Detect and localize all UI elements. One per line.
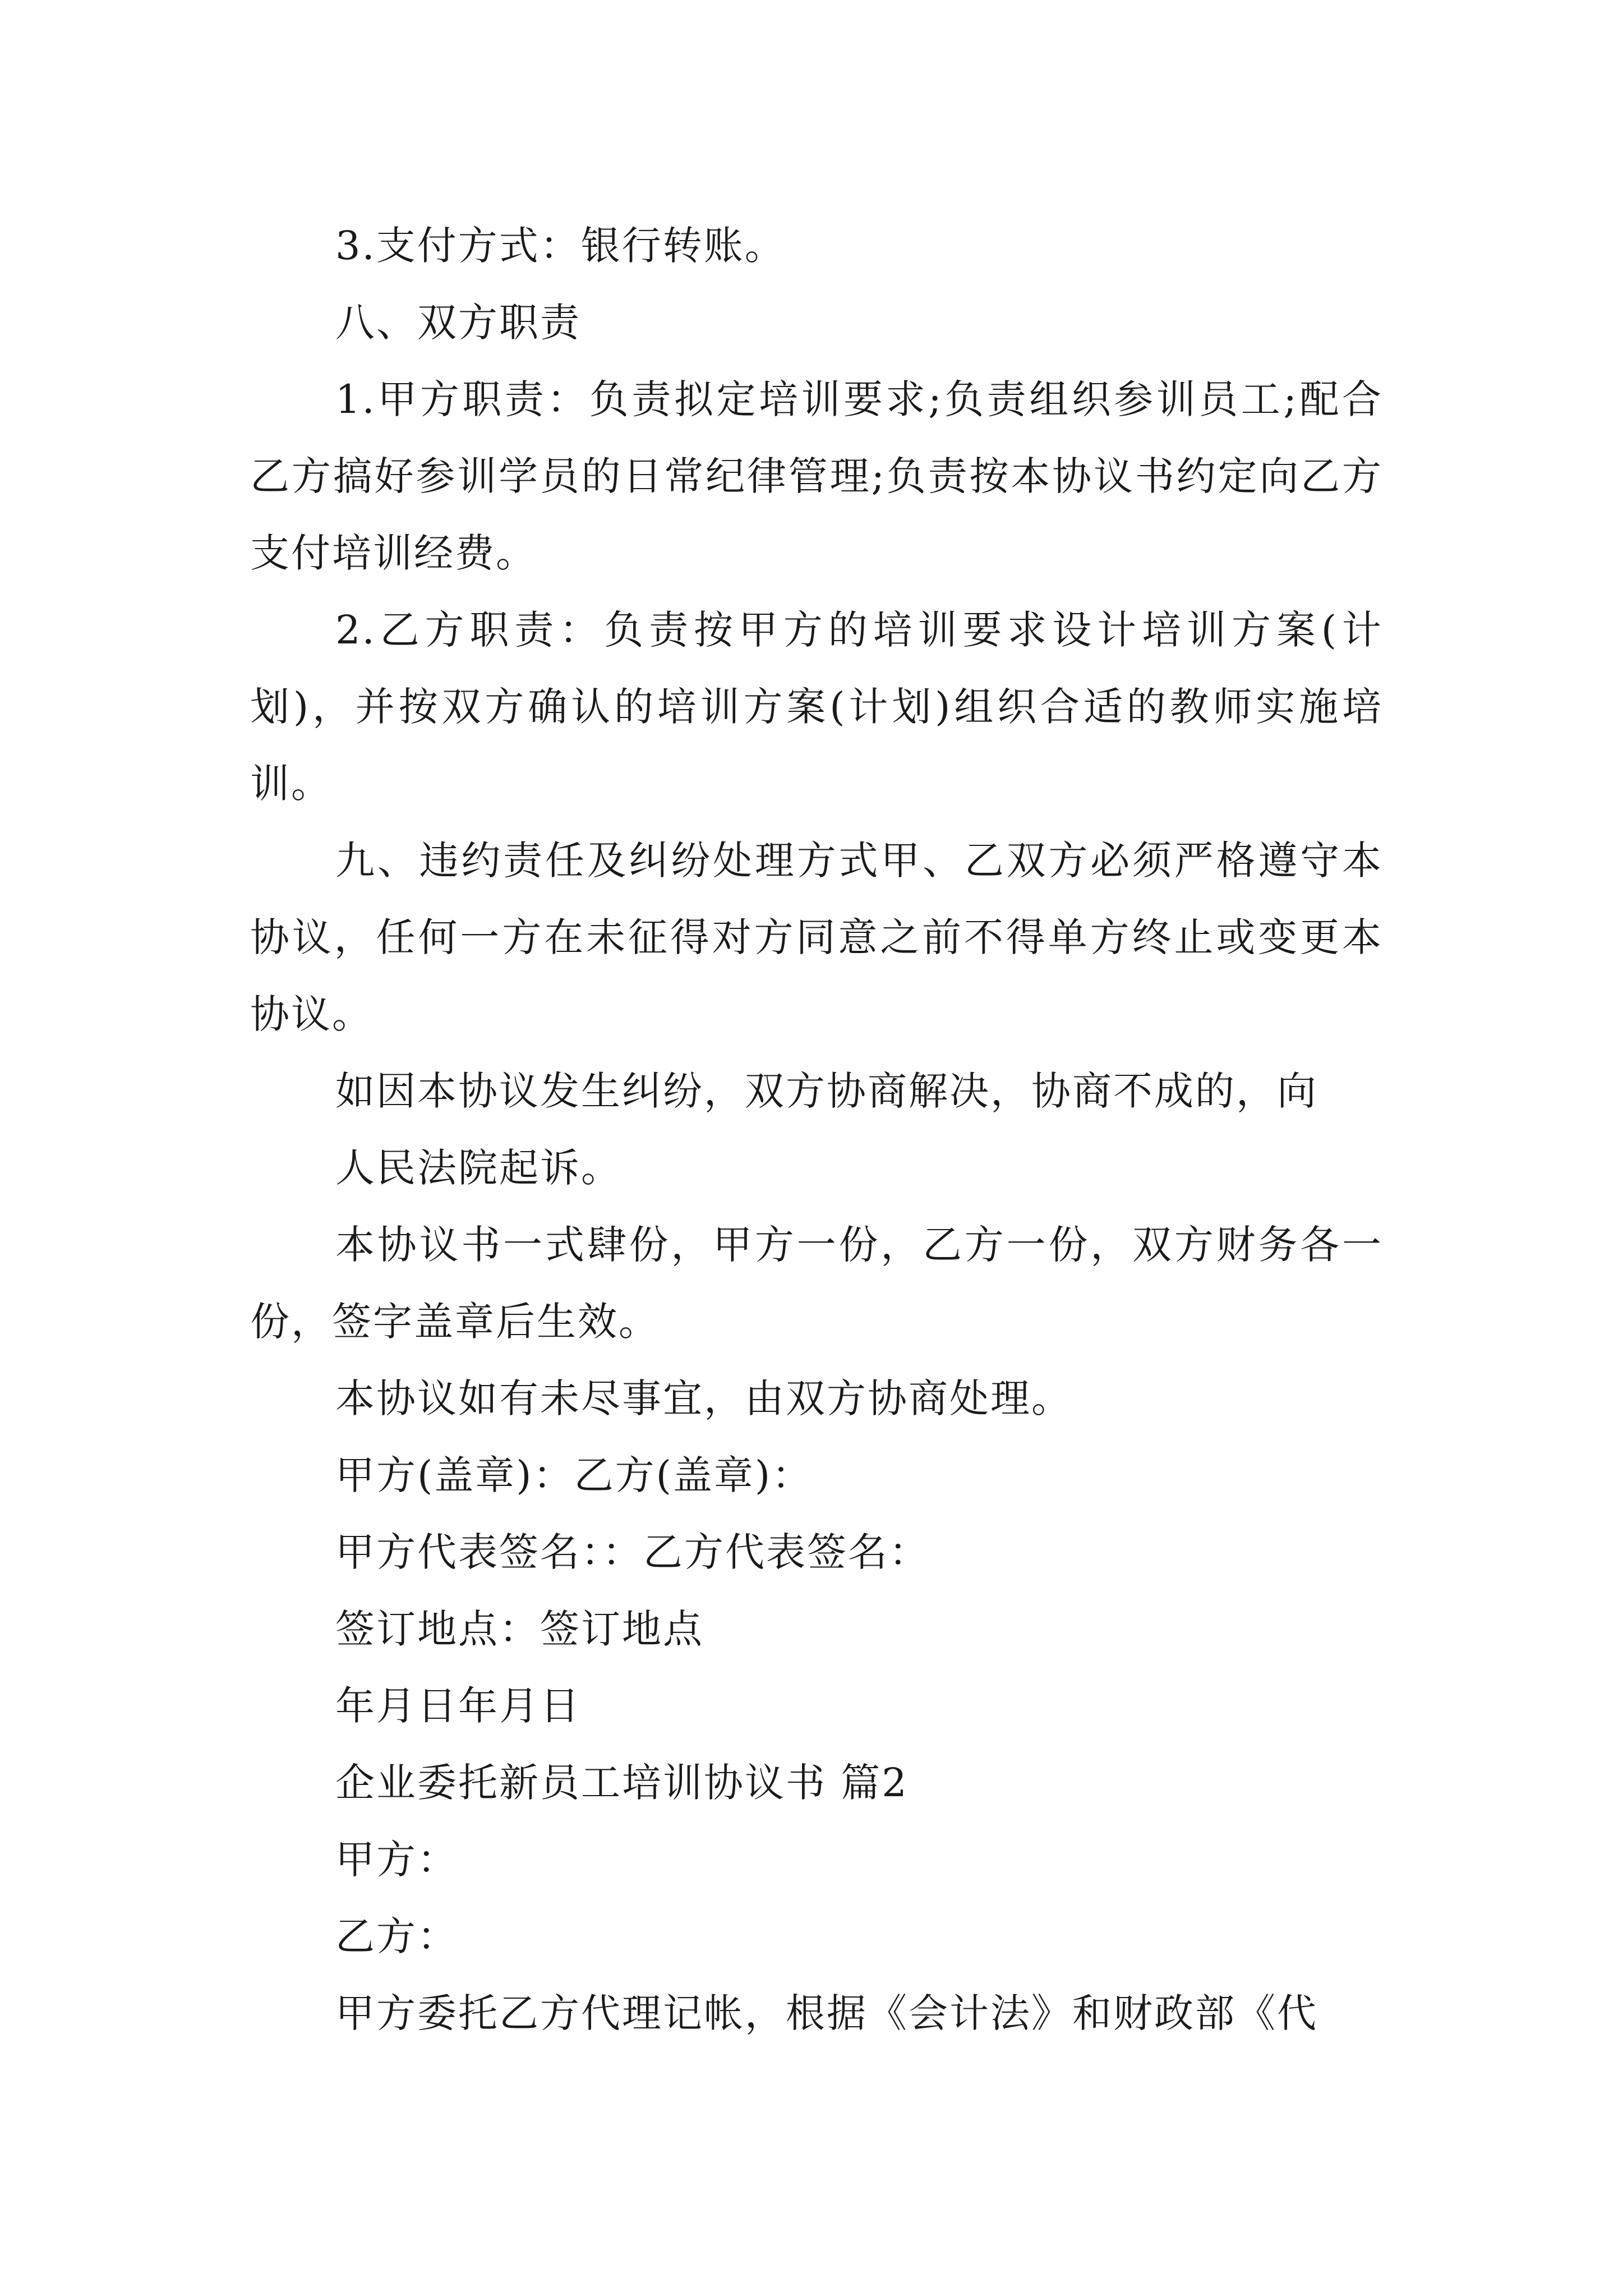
court-clause: 人民法院起诉。: [335, 1145, 622, 1191]
section-heading-duties: 八、双方职责: [335, 300, 581, 346]
dispute-clause: 如因本协议发生纠纷，双方协商解决，协商不成的，向: [335, 1068, 1318, 1114]
seal-line: 甲方(盖章)：乙方(盖章)：: [335, 1452, 813, 1498]
agreement-title-2: 企业委托新员工培训协议书 篇2: [335, 1760, 909, 1806]
date-line: 年月日年月日: [335, 1683, 581, 1729]
signature-line: 甲方代表签名：：乙方代表签名：: [335, 1529, 930, 1575]
unresolved-matters-clause: 本协议如有未尽事宜，由双方协商处理。: [335, 1375, 1072, 1421]
party-a-label: 甲方：: [335, 1837, 458, 1883]
copies-clause: 本协议书一式肆份，甲方一份，乙方一份，双方财务各一份，签字盖章后生效。: [250, 1222, 1383, 1345]
breach-liability-clause: 九、违约责任及纠纷处理方式甲、乙双方必须严格遵守本协议，任何一方在未征得对方同意之前不得单方终止或变更本协议。: [250, 838, 1383, 1037]
party-b-duties: 2.乙方职责：负责按甲方的培训要求设计培训方案(计划)，并按双方确认的培训方案(计划)组织合适的教师实施培训。: [250, 607, 1383, 807]
party-a-duties: 1.甲方职责：负责拟定培训要求;负责组织参训员工;配合乙方搞好参训学员的日常纪律管理;负责按本协议书约定向乙方支付培训经费。: [250, 376, 1383, 576]
document-body: [250, 208, 1383, 2052]
entrustment-clause: 甲方委托乙方代理记帐，根据《会计法》和财政部《代: [335, 1990, 1318, 2036]
payment-method-clause: 3.支付方式：银行转账。: [335, 223, 786, 269]
party-b-label: 乙方：: [335, 1913, 458, 1959]
signing-place-line: 签订地点：签订地点: [335, 1606, 704, 1652]
